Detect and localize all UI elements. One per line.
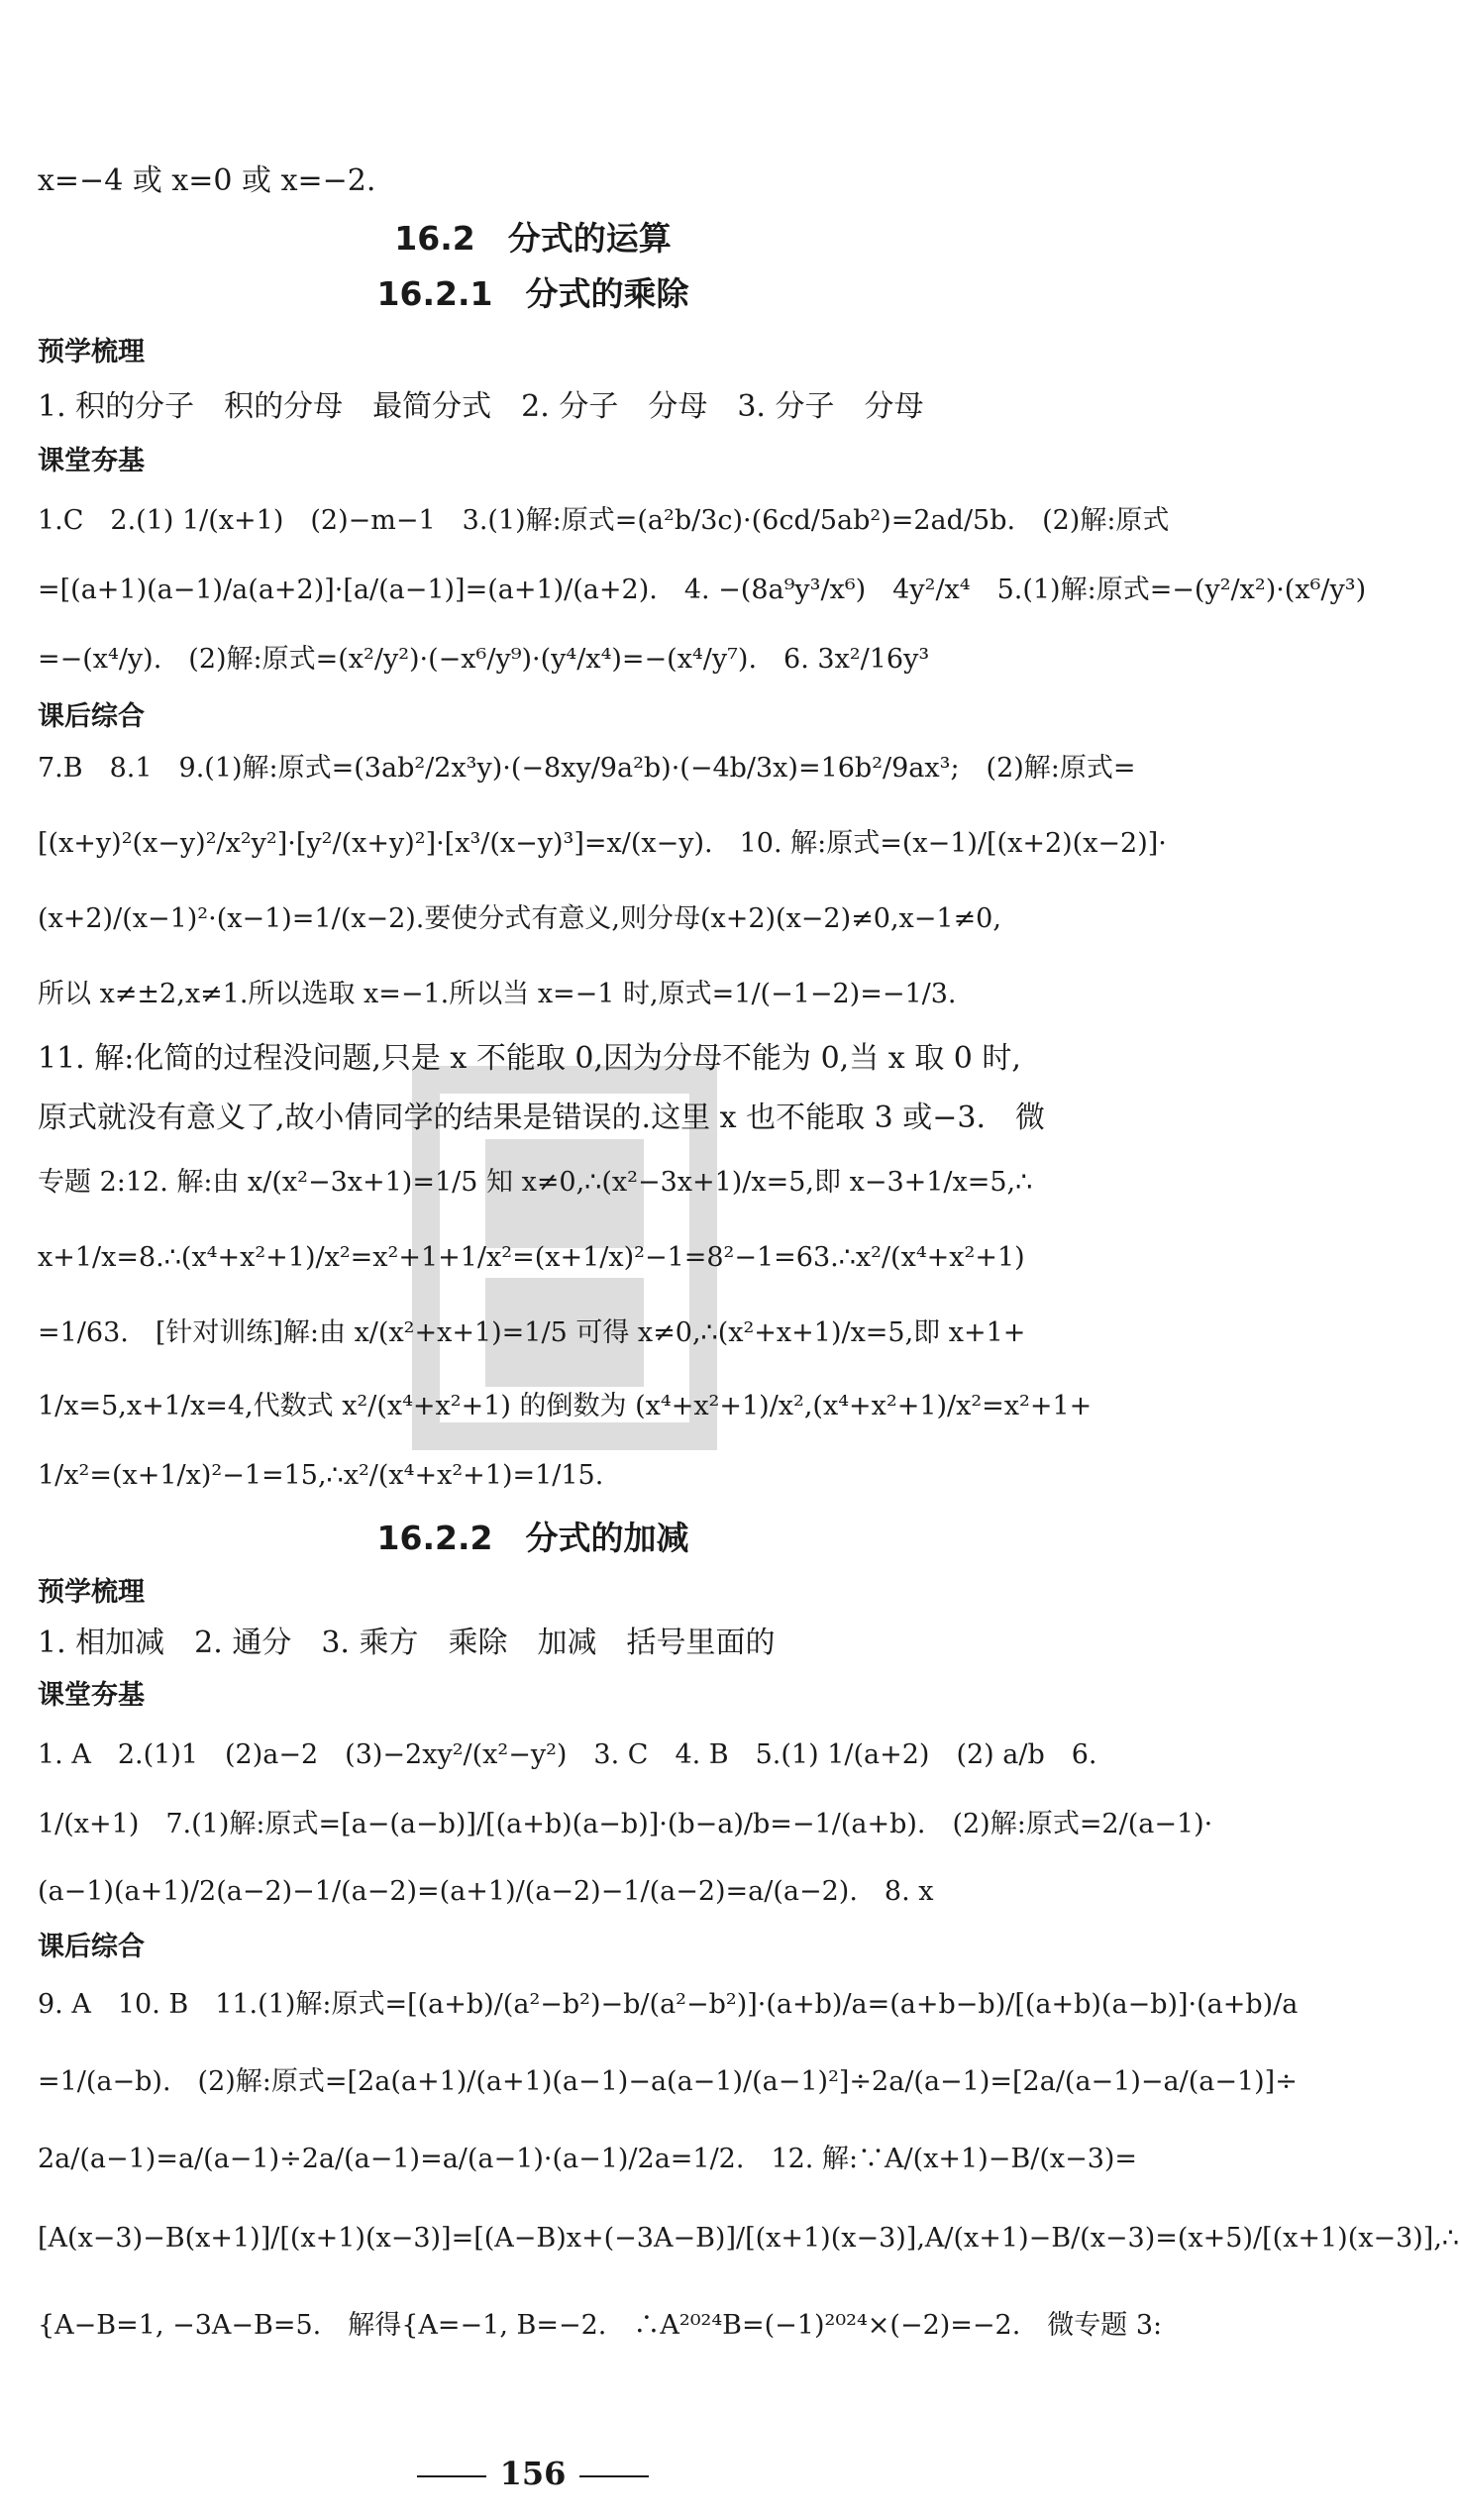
footer-dash-left: [417, 2475, 486, 2477]
answer-line: 1. A 2.(1)1 (2)a−2 (3)−2xy²/(x²−y²) 3. C 4. B 5.(1) 1/(a+2) (2) a/b 6.: [38, 1739, 1097, 1770]
answer-line: 1/(x+1) 7.(1)解:原式=[a−(a−b)]/[(a+b)(a−b)]·(b−a)/b=−1/(a+b). (2)解:原式=2/(a−1)·: [38, 1809, 1213, 1839]
category-heading: 预学梳理: [38, 1577, 145, 1608]
answer-line: =−(x⁴/y). (2)解:原式=(x²/y²)·(−x⁶/y⁹)·(y⁴/x⁴)=−(x⁴/y⁷). 6. 3x²/16y³: [38, 644, 930, 675]
answer-line: [A(x−3)−B(x+1)]/[(x+1)(x−3)]=[(A−B)x+(−3A−B)]/[(x+1)(x−3)],A/(x+1)−B/(x−3)=(x+5)/[(x+1)(x−3)],∴: [38, 2223, 1459, 2254]
answer-line: (a−1)(a+1)/2(a−2)−1/(a−2)=(a+1)/(a−2)−1/(a−2)=a/(a−2). 8. x: [38, 1876, 934, 1907]
answer-line: =1/(a−b). (2)解:原式=[2a(a+1)/(a+1)(a−1)−a(a−1)/(a−1)²]÷2a/(a−1)=[2a/(a−1)−a/(a−1)]÷: [38, 2066, 1298, 2097]
answer-line: 1. 相加减 2. 通分 3. 乘方 乘除 加减 括号里面的: [38, 1626, 776, 1660]
footer-dash-right: [579, 2475, 649, 2477]
answer-line: x+1/x=8.∴(x⁴+x²+1)/x²=x²+1+1/x²=(x+1/x)²−1=8²−1=63.∴x²/(x⁴+x²+1): [38, 1242, 1025, 1273]
answer-line: 11. 解:化简的过程没问题,只是 x 不能取 0,因为分母不能为 0,当 x 取 0 时,: [38, 1041, 1021, 1076]
answer-line: 1/x=5,x+1/x=4,代数式 x²/(x⁴+x²+1) 的倒数为 (x⁴+x²+1)/x²,(x⁴+x²+1)/x²=x²+1+: [38, 1391, 1093, 1421]
page-number-footer: [0, 2455, 1066, 2492]
answer-line: =[(a+1)(a−1)/a(a+2)]·[a/(a−1)]=(a+1)/(a+2). 4. −(8a⁹y³/x⁶) 4y²/x⁴ 5.(1)解:原式=−(y²/x²)·(x⁶/y³): [38, 575, 1367, 605]
category-heading: 课堂夯基: [38, 1680, 145, 1711]
answer-line: 原式就没有意义了,故小倩同学的结果是错误的.这里 x 也不能取 3 或−3. 微: [38, 1101, 1045, 1135]
category-heading: 课后综合: [38, 1932, 145, 1962]
answer-line: =1/63. [针对训练]解:由 x/(x²+x+1)=1/5 可得 x≠0,∴(x²+x+1)/x=5,即 x+1+: [38, 1317, 1026, 1348]
answer-line: 1/x²=(x+1/x)²−1=15,∴x²/(x⁴+x²+1)=1/15.: [38, 1460, 604, 1491]
answer-line: x=−4 或 x=0 或 x=−2.: [38, 163, 376, 198]
answer-line: 1. 积的分子 积的分母 最简分式 2. 分子 分母 3. 分子 分母: [38, 389, 924, 424]
answer-line: 7.B 8.1 9.(1)解:原式=(3ab²/2x³y)·(−8xy/9a²b)·(−4b/3x)=16b²/9ax³; (2)解:原式=: [38, 753, 1136, 784]
answer-line: 所以 x≠±2,x≠1.所以选取 x=−1.所以当 x=−1 时,原式=1/(−1−2)=−1/3.: [38, 979, 957, 1009]
answer-line: {A−B=1, −3A−B=5. 解得{A=−1, B=−2. ∴A²⁰²⁴B=(−1)²⁰²⁴×(−2)=−2. 微专题 3:: [38, 2310, 1163, 2341]
answer-line: 专题 2:12. 解:由 x/(x²−3x+1)=1/5 知 x≠0,∴(x²−3x+1)/x=5,即 x−3+1/x=5,∴: [38, 1167, 1033, 1198]
category-heading: 课后综合: [38, 701, 145, 732]
answer-line: 2a/(a−1)=a/(a−1)÷2a/(a−1)=a/(a−1)·(a−1)/2a=1/2. 12. 解:∵A/(x+1)−B/(x−3)=: [38, 2144, 1138, 2174]
answer-line: 9. A 10. B 11.(1)解:原式=[(a+b)/(a²−b²)−b/(a²−b²)]·(a+b)/a=(a+b−b)/[(a+b)(a−b)]·(a+b)/a: [38, 1989, 1299, 2020]
answer-line: [(x+y)²(x−y)²/x²y²]·[y²/(x+y)²]·[x³/(x−y)³]=x/(x−y). 10. 解:原式=(x−1)/[(x+2)(x−2)]·: [38, 828, 1167, 859]
category-heading: 课堂夯基: [38, 446, 145, 476]
category-heading: 预学梳理: [38, 337, 145, 368]
answer-line: 1.C 2.(1) 1/(x+1) (2)−m−1 3.(1)解:原式=(a²b/3c)·(6cd/5ab²)=2ad/5b. (2)解:原式: [38, 505, 1170, 536]
subsection-title: 16.2.2 分式的加减: [376, 1519, 689, 1557]
section-title: 16.2 分式的运算: [394, 219, 672, 258]
subsection-title: 16.2.1 分式的乘除: [376, 274, 689, 313]
page-number: 156: [499, 2455, 567, 2492]
answer-line: (x+2)/(x−1)²·(x−1)=1/(x−2).要使分式有意义,则分母(x+2)(x−2)≠0,x−1≠0,: [38, 903, 1001, 934]
